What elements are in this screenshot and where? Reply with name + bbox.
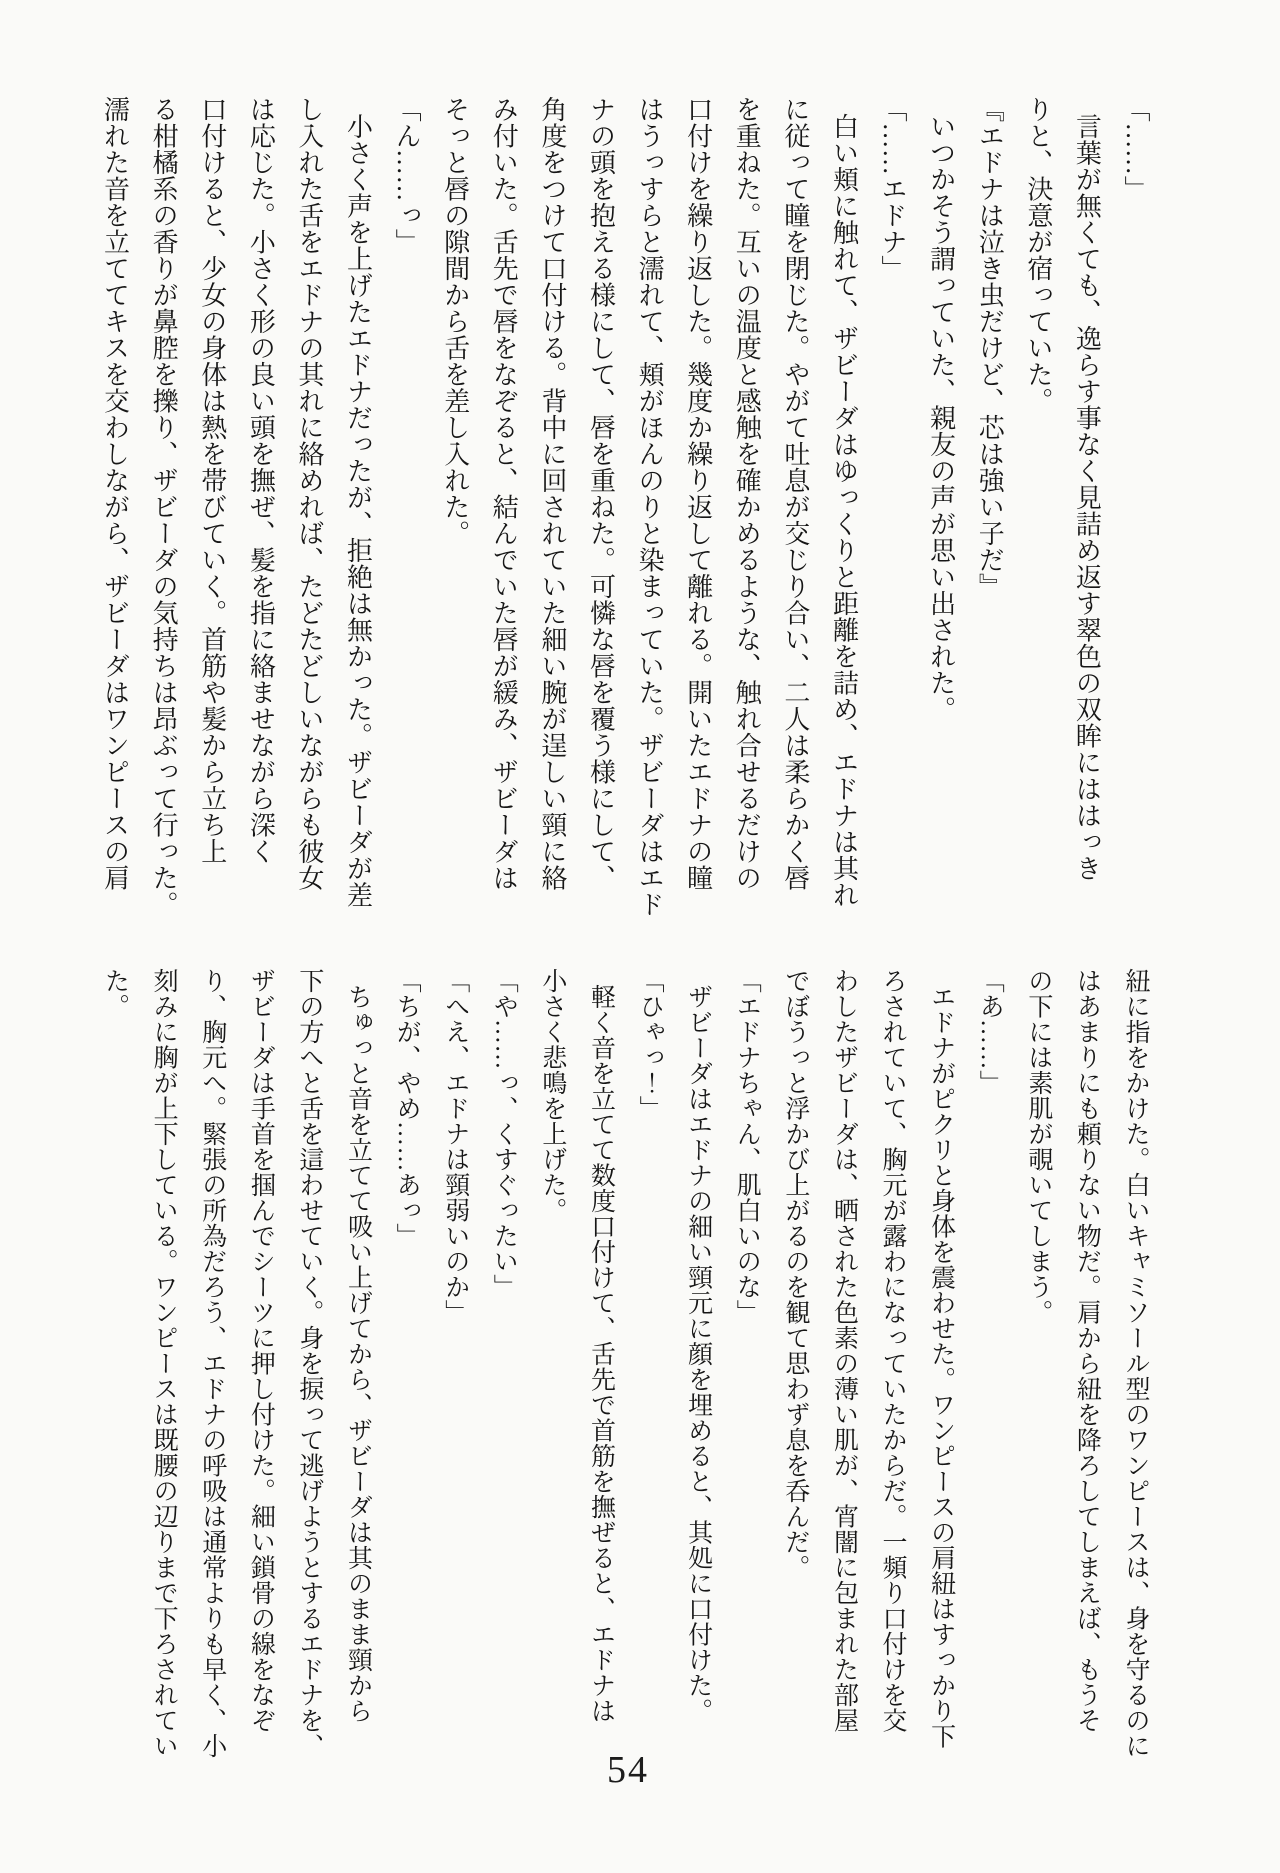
text-line: は応じた。小さく形の良い頭を撫ぜ、髪を指に絡ませながら深く <box>246 96 276 865</box>
text-line: ろされていて、胸元が露わになっていたからだ。一頻り口付けを交 <box>879 968 907 1733</box>
text-line: 言葉が無くても、逸らす事なく見詰め返す翠色の双眸にははっき <box>1072 112 1102 882</box>
text-line: そっと唇の隙間から舌を差し入れた。 <box>440 96 470 547</box>
text-line: エドナがピクリと身体を震わせた。ワンピースの肩紐はすっかり下 <box>927 984 955 1750</box>
text-line: 「ちが、やめ……あっ」 <box>393 968 421 1249</box>
text-line: 口付けを繰り返した。幾度か繰り返して離れる。開いたエドナの瞳 <box>683 96 713 891</box>
text-line: ザビーダは手首を掴んでシーツに押し付けた。細い鎖骨の線をなぞ <box>247 968 275 1733</box>
text-line: し入れた舌をエドナの其れに絡めれば、たどたどしいながらも彼女 <box>294 96 324 891</box>
text-line: み付いた。舌先で唇をなぞると、結んでいた唇が緩み、ザビーダは <box>489 96 519 891</box>
text-line: に従って瞳を閉じた。やがて吐息が交じり合い、二人は柔らかく唇 <box>780 96 810 891</box>
text-line: はあまりにも頼りない物だ。肩から紐を降ろしてしまえば、もうそ <box>1073 968 1101 1733</box>
upper-text-block <box>90 96 1159 918</box>
lower-text-block <box>90 968 1159 1759</box>
text-line: はうっすらと濡れて、頬がほんのりと染まっていた。ザビーダはエド <box>635 96 665 918</box>
text-line: 「ん……っ」 <box>392 96 422 255</box>
text-line: 「や……っ、くすぐったい」 <box>490 968 518 1300</box>
text-line: の下には素肌が覗いてしまう。 <box>1024 968 1052 1325</box>
text-line: わしたザビーダは、晒された色素の薄い肌が、宵闇に包まれた部屋 <box>830 968 858 1733</box>
text-line: 口付けると、少女の身体は熱を帯びていく。首筋や髪から立ち上 <box>197 96 227 865</box>
text-line: 下の方へと舌を這わせていく。身を捩って逃げようとするエドナを、 <box>295 968 323 1759</box>
text-line: を重ねた。互いの温度と感触を確かめるような、触れ合せるだけの <box>732 96 762 891</box>
text-line: 「へえ、エドナは頸弱いのか」 <box>441 968 469 1325</box>
text-line: 「エドナちゃん、肌白いのな」 <box>733 968 761 1325</box>
text-line: ナの頭を抱える様にして、唇を重ねた。可憐な唇を覆う様にして、 <box>586 96 616 891</box>
text-line: いつかそう謂っていた、親友の声が思い出された。 <box>926 112 956 723</box>
text-line: る柑橘系の香りが鼻腔を擽り、ザビーダの気持ちは昂ぶって行った。 <box>149 96 179 918</box>
text-line: 「……エドナ」 <box>878 96 908 282</box>
text-line: 小さく悲鳴を上げた。 <box>538 968 566 1223</box>
text-line: でぼうっと浮かび上がるのを観て思わず息を呑んだ。 <box>781 968 809 1580</box>
text-line: 濡れた音を立ててキスを交わしながら、ザビーダはワンピースの肩 <box>100 96 130 891</box>
page-number: 54 <box>607 1749 649 1791</box>
text-line: た。 <box>101 968 129 1019</box>
text-line: 「……」 <box>1121 96 1150 202</box>
text-line: 軽く音を立てて数度口付けて、舌先で首筋を撫ぜると、エドナは <box>587 984 615 1724</box>
text-line: 『エドナは泣き虫だけど、芯は強い子だ』 <box>975 96 1005 600</box>
text-line: 「ひゃっ！」 <box>636 968 664 1121</box>
text-line: ザビーダはエドナの細い頸元に顔を埋めると、其処に口付けた。 <box>684 984 712 1724</box>
text-line: り、胸元へ。緊張の所為だろう、エドナの呼吸は通常よりも早く、小 <box>198 968 226 1759</box>
text-line: 「あ……」 <box>976 968 1004 1096</box>
text-line: 小さく声を上げたエドナだったが、拒絶は無かった。ザビーダが差 <box>343 112 373 908</box>
text-line: 白い頬に触れて、ザビーダはゆっくりと距離を詰め、エドナは其れ <box>829 112 859 908</box>
text-line: 角度をつけて口付ける。背中に回されていた細い腕が逞しい頸に絡 <box>537 96 567 891</box>
text-line: りと、決意が宿っていた。 <box>1023 96 1053 414</box>
text-line: ちゅっと音を立てて吸い上げてから、ザビーダは其のまま頸から <box>344 984 372 1724</box>
text-line: 刻みに胸が上下している。ワンピースは既腰の辺りまで下ろされてい <box>150 968 178 1759</box>
text-line: 紐に指をかけた。白いキャミソール型のワンピースは、身を守るのに <box>1122 968 1149 1759</box>
